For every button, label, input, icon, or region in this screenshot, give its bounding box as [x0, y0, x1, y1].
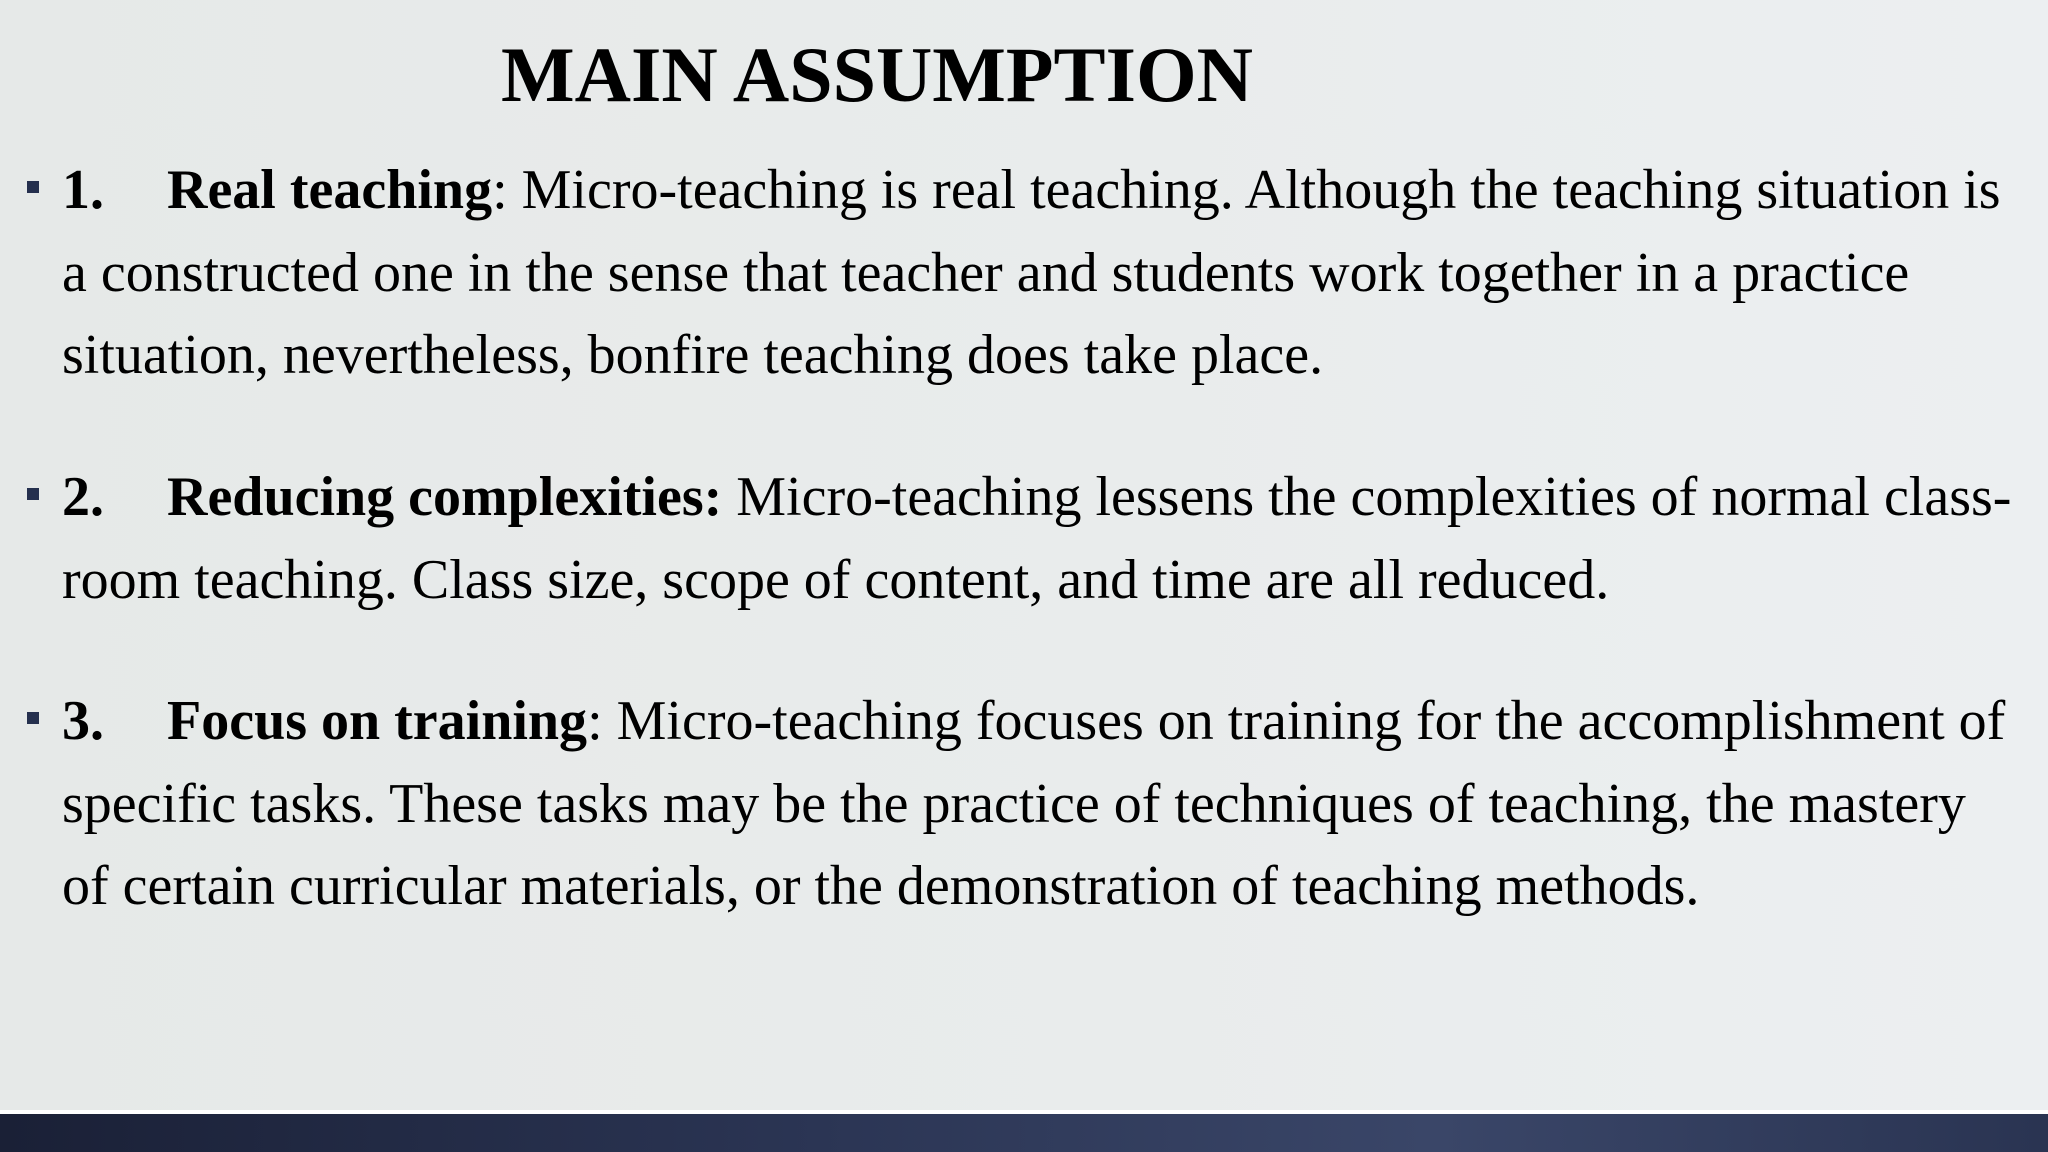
assumption-item-reducing-complexities — [62, 456, 2022, 621]
item-text: Micro-teaching focuses on training for the accomplishment of specific tasks. These tasks may be the practice of techniques of teaching, the mastery of certain curricular materials, or the demonstration of teaching methods. — [62, 690, 2006, 917]
item-term: Real teaching — [167, 159, 493, 221]
item-number: 1. — [62, 159, 104, 221]
footer-bar — [0, 1110, 2048, 1152]
item-term: Reducing complexities: — [167, 466, 723, 528]
square-bullet-icon — [27, 488, 39, 500]
item-text: Micro-teaching lessens the complexities of normal class-room teaching. Class size, scope of content, and time are all reduced. — [62, 466, 2012, 611]
item-text: Micro-teaching is real teaching. Although the teaching situation is a constructed one in the sense that teacher and students work together in a practice situation, nevertheless, bonfire teaching does take place. — [62, 159, 2001, 386]
assumption-item-focus-on-training — [62, 680, 2022, 928]
item-term: Focus on training — [167, 690, 588, 752]
item-number: 3. — [62, 690, 104, 752]
square-bullet-icon — [27, 181, 39, 193]
item-number: 2. — [62, 466, 104, 528]
item-separator: : — [492, 159, 508, 221]
item-separator: : — [587, 690, 603, 752]
square-bullet-icon — [27, 712, 39, 724]
slide-title: MAIN ASSUMPTION — [501, 31, 1253, 118]
assumption-item-real-teaching — [62, 149, 2022, 397]
